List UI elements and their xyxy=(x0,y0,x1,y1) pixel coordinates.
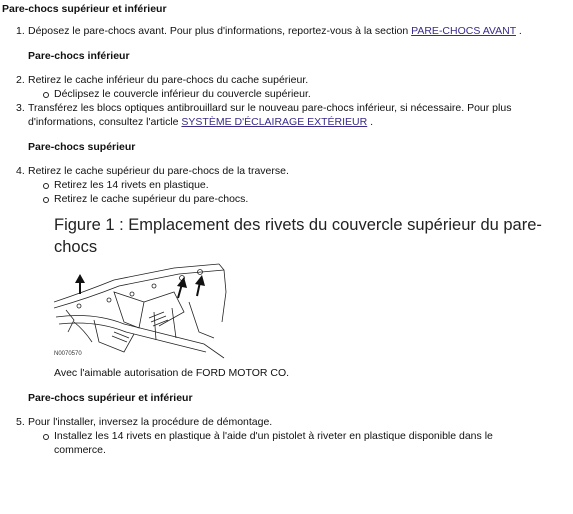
step-4-bullet-1: Retirez les 14 rivets en plastique. xyxy=(54,179,209,191)
step-number-2: 2. xyxy=(16,74,25,86)
step-1-after: . xyxy=(515,25,522,37)
step-2-text: Retirez le cache inférieur du pare-chocs du cache supérieur. xyxy=(28,74,309,86)
subheading-upper-bumper: Pare-chocs supérieur xyxy=(28,141,136,153)
bullet-icon xyxy=(43,197,49,203)
step-1-text: Déposez le pare-chocs avant. Pour plus d'informations, reportez-vous à la section xyxy=(28,25,412,37)
step-4-text: Retirez le cache supérieur du pare-chocs de la traverse. xyxy=(28,165,289,177)
link-pare-chocs-avant[interactable]: PARE-CHOCS AVANT xyxy=(411,25,516,37)
step-number-1: 1. xyxy=(16,25,25,37)
step-number-4: 4. xyxy=(16,165,25,177)
step-3-after: . xyxy=(367,116,374,128)
bullet-icon xyxy=(43,183,49,189)
section-heading: Pare-chocs supérieur et inférieur xyxy=(2,3,167,15)
step-5-bullet-line-2: commerce. xyxy=(54,444,106,456)
step-3-line-2 xyxy=(28,115,373,129)
subheading-lower-bumper: Pare-chocs inférieur xyxy=(28,50,130,62)
figure-title: Figure 1 : Emplacement des rivets du couvercle supérieur du pare-chocs xyxy=(54,216,542,256)
step-4-bullet-2: Retirez le cache supérieur du pare-chocs. xyxy=(54,193,249,205)
step-3-line-1: Transférez les blocs optiques antibrouillard sur le nouveau pare-chocs inférieur, si nécessaire. Pour plus xyxy=(28,102,512,114)
step-2-bullet-1: Déclipsez le couvercle inférieur du couvercle supérieur. xyxy=(54,88,311,100)
step-5-bullet-line-1: Installez les 14 rivets en plastique à l'aide d'un pistolet à riveter en plastique disponible dans le xyxy=(54,430,493,442)
figure-illustration xyxy=(54,262,236,362)
link-systeme-eclairage[interactable]: SYSTÈME D'ÉCLAIRAGE EXTÉRIEUR xyxy=(181,116,368,128)
bullet-icon xyxy=(43,92,49,98)
step-number-3: 3. xyxy=(16,102,25,114)
figure-credit: Avec l'aimable autorisation de FORD MOTOR CO. xyxy=(54,367,290,379)
bullet-icon xyxy=(43,434,49,440)
step-3-line-2-prefix: d'informations, consultez l'article xyxy=(28,116,182,128)
figure-code: N0070570 xyxy=(54,351,82,357)
step-number-5: 5. xyxy=(16,416,25,428)
step-1 xyxy=(28,24,522,38)
step-5-text: Pour l'installer, inversez la procédure de démontage. xyxy=(28,416,273,428)
subheading-both-bumpers: Pare-chocs supérieur et inférieur xyxy=(28,392,193,404)
bumper-rivets-diagram xyxy=(54,262,236,362)
